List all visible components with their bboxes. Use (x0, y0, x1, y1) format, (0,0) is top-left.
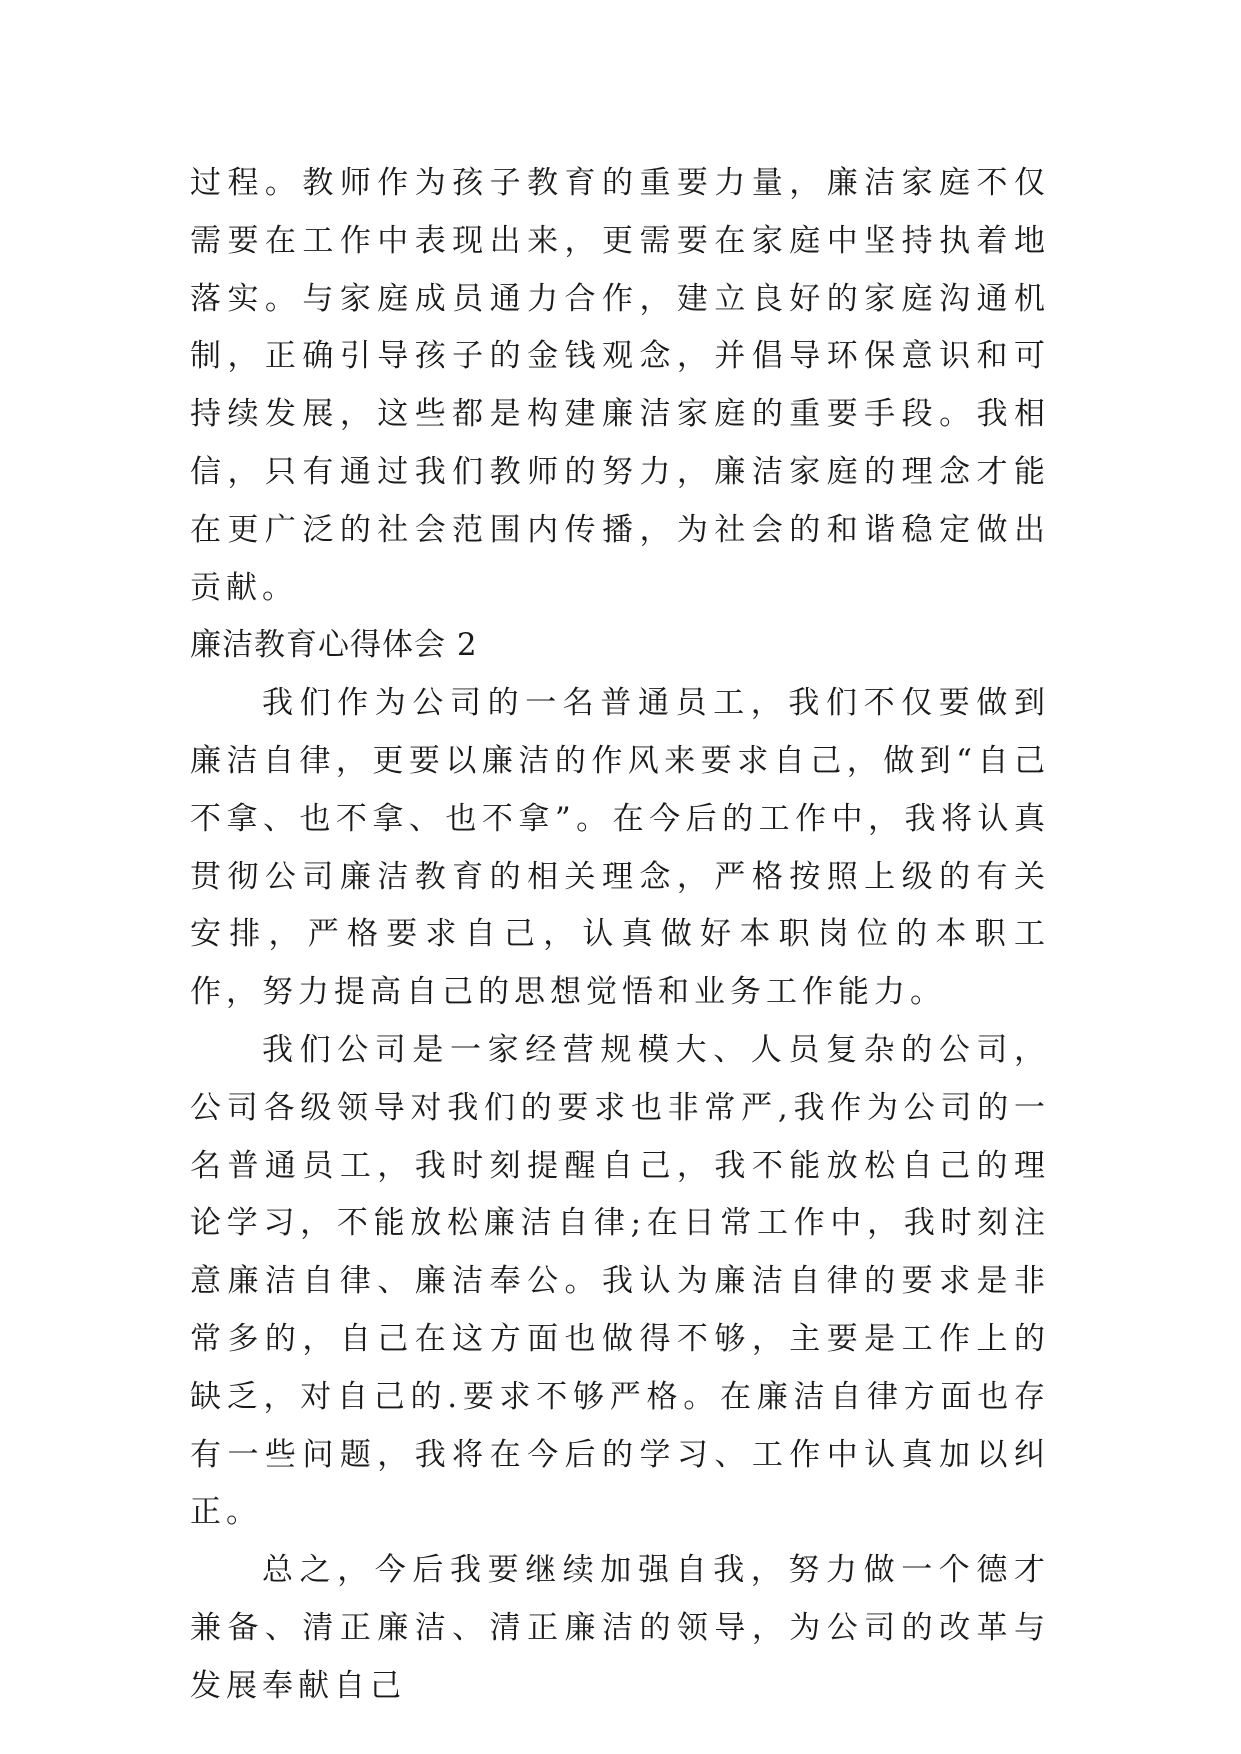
paragraph-continued: 过程。教师作为孩子教育的重要力量，廉洁家庭不仅需要在工作中表现出来，更需要在家庭中坚持执着地落实。与家庭成员通力合作，建立良好的家庭沟通机制，正确引导孩子的金钱观念，并倡导环保意识和可持续发展，这些都是构建廉洁家庭的重要手段。我相信，只有通过我们教师的努力，廉洁家庭的理念才能在更广泛的社会范围内传播，为社会的和谐稳定做出贡献。 (190, 165, 1050, 606)
section-heading: 廉洁教育心得体会 2 (190, 627, 478, 664)
document-body (190, 155, 1050, 1716)
paragraph: 我们公司是一家经营规模大、人员复杂的公司，公司各级领导对我们的要求也非常严,我作为公司的一名普通员工，我时刻提醒自己，我不能放松自己的理论学习，不能放松廉洁自律;在日常工作中，我时刻注意廉洁自律、廉洁奉公。我认为廉洁自律的要求是非常多的，自己在这方面也做得不够，主要是工作上的缺乏，对自己的.要求不够严格。在廉洁自律方面也存有一些问题，我将在今后的学习、工作中认真加以纠正。 (190, 1031, 1050, 1531)
paragraph: 总之，今后我要继续加强自我，努力做一个德才兼备、清正廉洁、清正廉洁的领导，为公司的改革与发展奉献自己 (190, 1552, 1050, 1704)
paragraph: 我们作为公司的一名普通员工，我们不仅要做到廉洁自律，更要以廉洁的作风来要求自己，做到“自己不拿、也不拿、也不拿”。在今后的工作中，我将认真贯彻公司廉洁教育的相关理念，严格按照上级的有关安排，严格要求自己，认真做好本职岗位的本职工作，努力提高自己的思想觉悟和业务工作能力。 (190, 685, 1050, 1011)
